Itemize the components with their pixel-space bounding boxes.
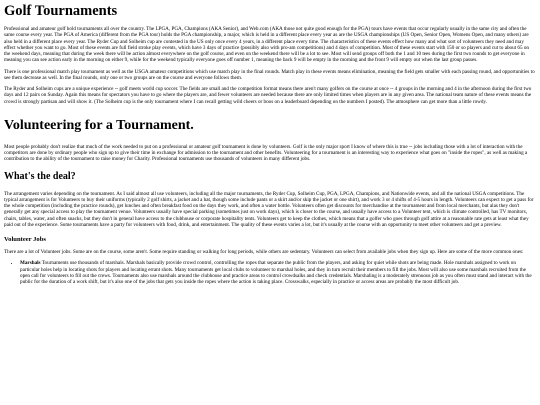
intro-paragraph-2: There is one professional match play tournament as well as the USGA amateur competitions which use match play in the final rounds. Match play in these events means elimination, meaning the field gets smaller with each passing round, and opportunities to see them decrease as well. In the final rounds, only one or two groups are on the course and everyone follows them. [4,68,535,81]
jobs-list [4,260,536,285]
job-description: Tournaments use thousands of marshals. Marshals basically provide crowd control, controlling the ropes that separate the public from the players, and asking for quiet while shots are being made. Hole marshals assigned to work on particular holes help in locating shots for players and locating errant shots. Many tournaments get local clubs to volunteer to marshal holes, and they in turn recruit their members to fill the jobs. Most will also use some marshals recruited from the open call for volunteers to fill out the crews. Tournaments also use marshals around the clubhouse and practice areas to control crowdsalks and check credentials. Marshaling is a moderately strenuous job as you often must stand and interact with the public for the duration of a work shift, but it's also one of the jobs that gets you inside the ropes where the action is taking place. Crosswalks, especially in practice or access areas are probably the most difficult job. [20,260,532,285]
section-title-volunteering: Volunteering for a Tournament. [4,117,194,133]
job-name: Marshals [20,260,41,267]
list-item-marshals [20,260,536,285]
jobs-intro-paragraph: There are a lot of Volunteer jobs. Some are on the course, some aren't. Some require standing or walking for long periods, while others are sedentary. Volunteers can select from available jobs when they sign up. Here are some of the more common ones: [4,249,524,255]
deal-paragraph: The arrangement varies depending on the tournament. As I said almost all use volunteers, including all the major tournaments, the Ryder Cup, Solheim Cup, PGA, LPGA, Champions, and Nationwide events, and all the national USGA competitions. The typical arrangement is for Volunteers to buy their uniforms (typically 2 golf shirts, a jacket and a hat, though some include pants or a skirt and/or skip the jacket or one shirt), and work 3 or 4 shifts of 4-5 hours in length. Volunteers can expect to get a pass for the whole competition (including the practice rounds), get lunches and often breakfast food on the days they work, and often a water bottle. Volunteers often get discounts for merchandise at the tournament and from local merchants, but alas they don't generally get any special access to play the tournament venue. Volunteers usually have special parking (sometimes just on work days), which is closer to the course, and usually have access to a Volunteer tent, which is climate controlled, has TV monitors, chairs, tables, water, and often snacks, but they don't in general have access to the clubhouse or corporate hospitality tents. Volunteers get to keep the clothes, which means that a golfer who goes through golf attire at a reasonable rate gets at least what they paid out of the experience. Some tournaments have a party for volunteers with food, drink, and entertainment. The quality of these events varies a lot, but it's usually at the course with an opportunity to meet other volunteers and get a preview. [4,190,534,228]
intro-paragraph-3: The Ryder and Solheim cups are a unique experience -- golf meets world cup soccer. The fields are small and the competition format means there aren't many golfers on the course at once -- 4 groups in the morning and 4 in the afternoon during the first two days and 12 pairs on Sunday. Again this means for spectators you have to go where the players are, and fewer volunteers are needed because there are only limited times when players are in any given area. The national team nature of these events means the crowd is strongly partisan and will show it. (The Solheim cup is the only tournament where I can recall getting wild cheers or boos on a leaderboard depending on the numbers I posted). The atmosphere can get more than a little rowdy. [4,86,532,105]
intro-paragraph-1: Professional and amateur golf hold tournaments all over the country. The LPGA, PGA, Champions (AKA Senior), and Web.com (AKA those not quite good enough for the PGA) tours have events that occur regularly usually in the same city and often the same course every year. The PGA of America (different from the PGA tour) holds the PGA championship, a major, which is held in a different place every year as are the USGA championships (US Open, Senior Open, Womens Open, and many others) are also held in a different place every year. The Ryder Cup and Solheim cup are contested in the US only once every 4 years, in a different place every time. The characteristics of these events effect how many and what sort of volunteers they need and may effect whether you want to go. Most of these events are full field stroke play events, which have 3 days of practice (possibly also with pro-am competitions) and 4 days of competition. Most of these events start with 150 or so players and cut to about 65 on the weekend days, meaning that during the week there will be action almost everywhere on the golf course, and even on the weekend there will be a lot to see. Most will send groups off both the 1 and 10 tees during the first two rounds to get everyone in meaning you can see action early in the morning on either 9, while for the weekend typically everyone goes off number 1, meaning the back 9 will be empty in the morning and the front 9 will empty out when the last group passes. [4,26,529,64]
page-title: Golf Tournaments [4,3,118,19]
volunteer-paragraph: Most people probably don't realize that much of the work needed to put on a professional or amateur golf tournament is done by volunteers. Golf is the only major sport I know of where this is true -- jobs including those with a lot of interaction with the competitors are done by ordinary people who sign up to give their time in exchange for admission to the tournament and other benefits. Volunteering for a tournament is an interesting way to experience what goes on "inside the ropes", as well as making a contribution to the ability of the tournament to raise money for Charity. Professional tournaments use thousands of volunteers in many different jobs. [4,143,528,163]
heading-whats-the-deal: What's the deal? [4,170,76,182]
heading-volunteer-jobs: Volunteer Jobs [4,236,46,243]
